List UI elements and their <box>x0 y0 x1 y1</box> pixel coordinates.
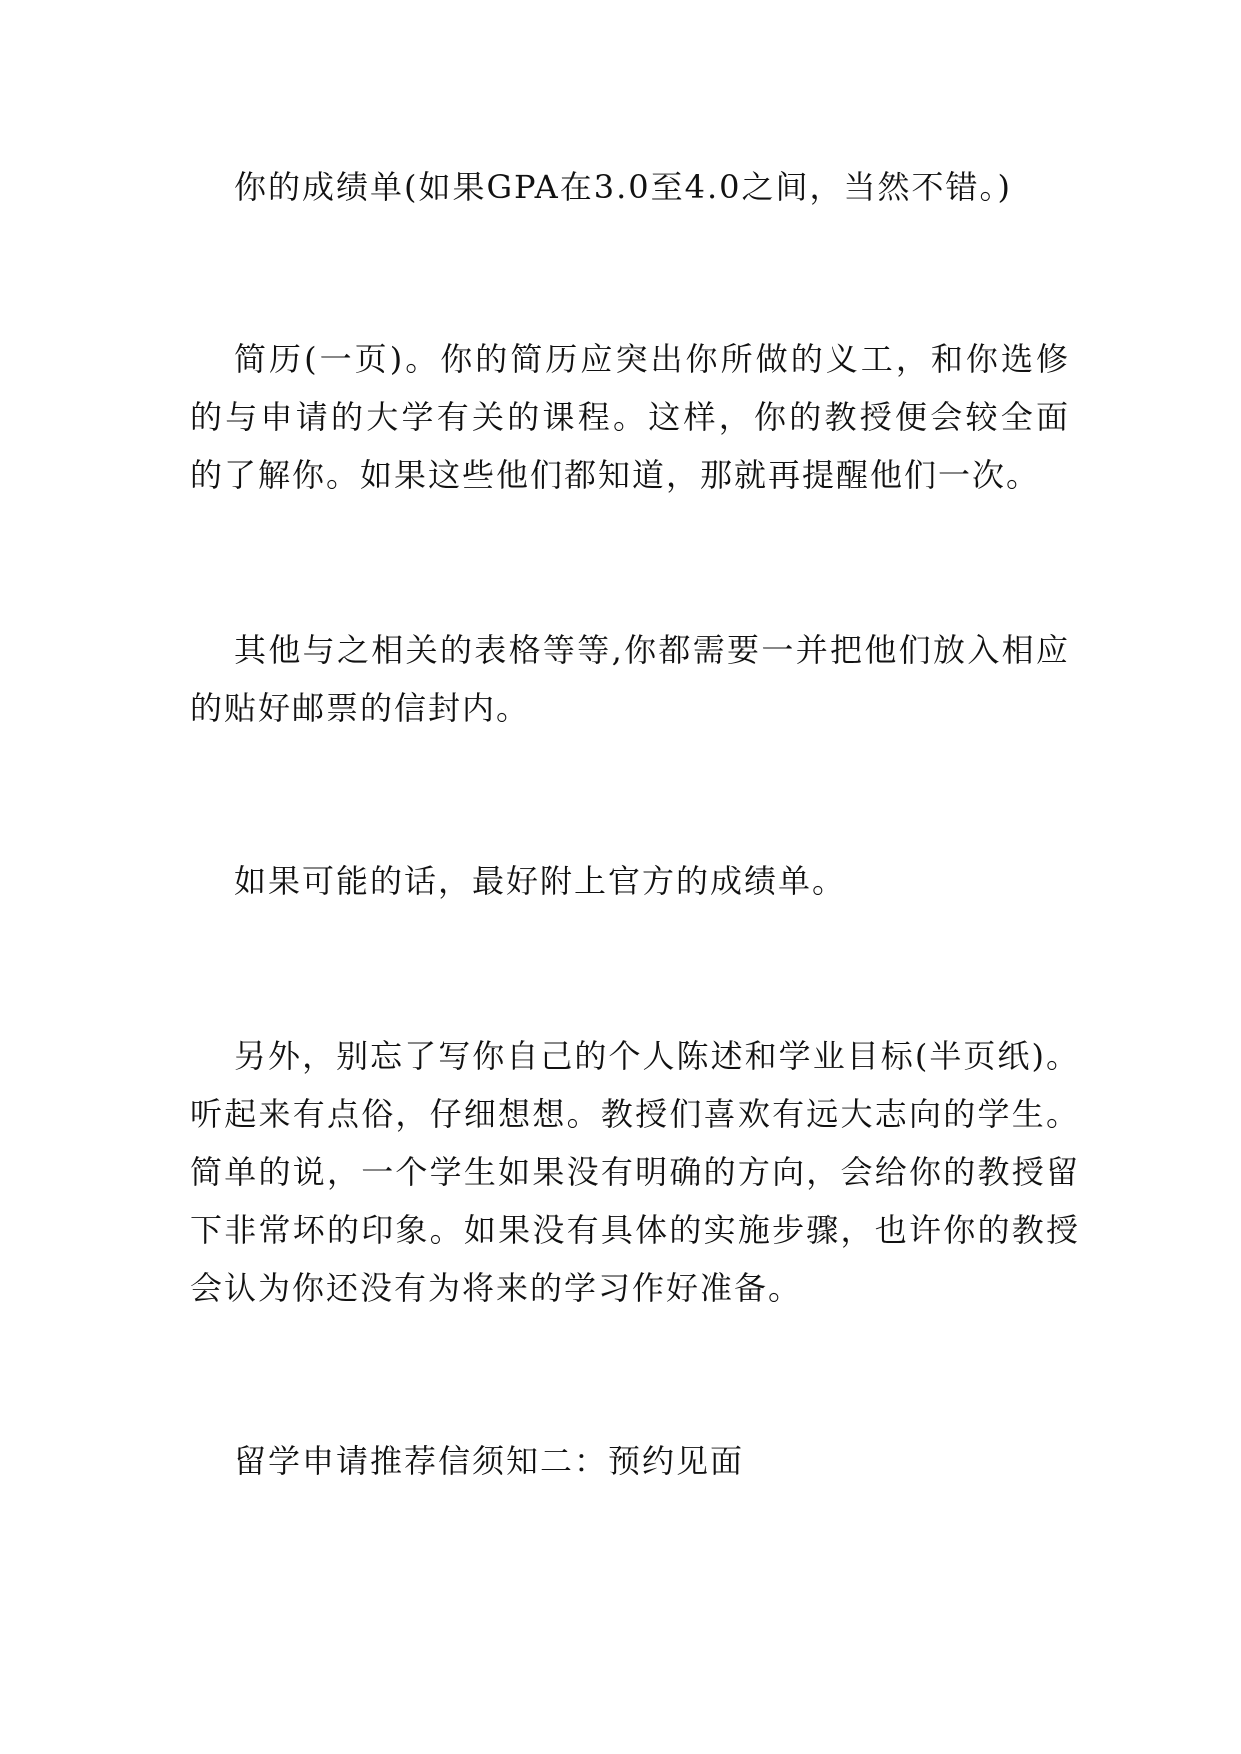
paragraph-official-transcript: 如果可能的话，最好附上官方的成绩单。 <box>234 862 847 900</box>
paragraph-forms: 其他与之相关的表格等等,你都需要一并把他们放入相应的贴好邮票的信封内。 <box>190 631 1070 727</box>
section-heading: 留学申请推荐信须知二：预约见面 <box>234 1442 745 1480</box>
paragraph-resume: 简历(一页)。你的简历应突出你所做的义工，和你选修的与申请的大学有关的课程。这样，你的教授便会较全面的了解你。如果这些他们都知道，那就再提醒他们一次。 <box>190 340 1070 494</box>
paragraph-transcript: 你的成绩单(如果GPA在3.0至4.0之间，当然不错。) <box>234 168 1013 206</box>
paragraph-personal-statement: 另外，别忘了写你自己的个人陈述和学业目标(半页纸)。听起来有点俗，仔细想想。教授们喜欢有远大志向的学生。简单的说，一个学生如果没有明确的方向，会给你的教授留下非常坏的印象。如果没有具体的实施步骤，也许你的教授会认为你还没有为将来的学习作好准备。 <box>190 1037 1080 1307</box>
